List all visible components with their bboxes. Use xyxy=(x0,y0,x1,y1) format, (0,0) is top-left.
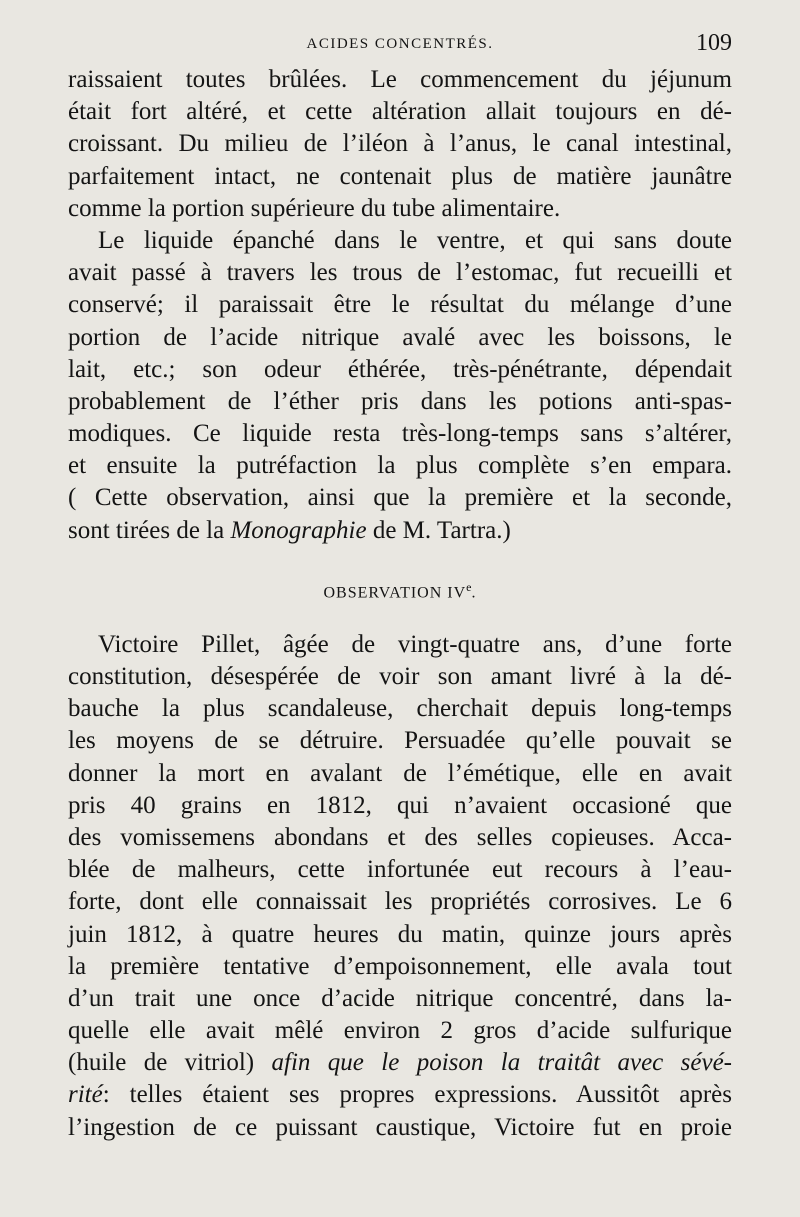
text-line: avait passé à travers les trous de l’estomac, fut recueilli et xyxy=(68,259,732,287)
text-line: les moyens de se détruire. Persuadée qu’elle pouvait se xyxy=(68,727,732,755)
text-line xyxy=(68,1079,732,1111)
heading-superscript: e xyxy=(466,579,472,594)
text-line: ( Cette observation, ainsi que la première et la seconde, xyxy=(68,484,732,512)
text-line: raissaient toutes brûlées. Le commencement du jéjunum xyxy=(68,66,732,93)
running-title: ACIDES CONCENTRÉS. xyxy=(306,36,494,52)
text-line: donner la mort en avalant de l’émétique, elle en avait xyxy=(68,759,732,787)
text-line xyxy=(68,515,732,547)
text-line: portion de l’acide nitrique avalé avec les boissons, le xyxy=(68,323,732,351)
text-line: lait, etc.; son odeur éthérée, très-pénétrante, dépendait xyxy=(68,355,732,383)
text-line: était fort altéré, et cette altération allait toujours en dé- xyxy=(68,98,732,126)
heading-text: OBSERVATION IV xyxy=(323,584,467,602)
text-line: et ensuite la putréfaction la plus complète s’en empara. xyxy=(68,452,732,480)
text-line: Victoire Pillet, âgée de vingt-quatre ans, d’une forte xyxy=(98,630,732,658)
citation-author: de M. Tartra.) xyxy=(366,516,511,544)
monograph-title: Monographie xyxy=(230,516,367,544)
page-header xyxy=(68,30,732,62)
text-segment: : telles étaient ses propres expressions. Aussitôt après xyxy=(102,1081,732,1109)
text-line: constitution, désespérée de voir son amant livré à la dé- xyxy=(68,663,732,690)
citation-text: sont tirées de la xyxy=(68,516,231,544)
text-segment: (huile de vitriol) xyxy=(68,1049,272,1077)
text-line xyxy=(68,1047,732,1079)
text-line: parfaitement intact, ne contenait plus de matière jaunâtre xyxy=(68,162,732,190)
text-line: l’ingestion de ce puissant caustique, Victoire fut en proie xyxy=(68,1113,732,1141)
text-line: Le liquide épanché dans le ventre, et qui sans doute xyxy=(98,226,732,254)
page-number: 109 xyxy=(696,30,732,56)
text-line: des vomissemens abondans et des selles copieuses. Acca- xyxy=(68,823,732,851)
text-line: quelle elle avait mêlé environ 2 gros d’acide sulfurique xyxy=(68,1017,732,1045)
text-line: modiques. Ce liquide resta très-long-temps sans s’altérer, xyxy=(68,420,732,448)
heading-period: . xyxy=(471,584,477,602)
text-line: comme la portion supérieure du tube alimentaire. xyxy=(68,194,561,222)
page-body xyxy=(68,64,732,1144)
observation-heading xyxy=(68,571,732,603)
text-line: d’un trait une once d’acide nitrique concentré, dans la- xyxy=(68,984,732,1012)
text-line: la première tentative d’empoisonnement, elle avala tout xyxy=(68,952,732,980)
text-line: bauche la plus scandaleuse, cherchait depuis long-temps xyxy=(68,695,732,723)
quoted-italic: rité xyxy=(68,1081,103,1109)
text-line: blée de malheurs, cette infortunée eut recours à l’eau- xyxy=(68,856,732,884)
text-line: probablement de l’éther pris dans les potions anti-spas- xyxy=(68,387,732,415)
text-line: pris 40 grains en 1812, qui n’avaient occasioné que xyxy=(68,791,732,819)
quoted-italic: afin que le poison la traitât avec sévé- xyxy=(271,1049,733,1077)
text-line: juin 1812, à quatre heures du matin, quinze jours après xyxy=(68,920,732,948)
text-line: croissant. Du milieu de l’iléon à l’anus, le canal intestinal, xyxy=(68,130,732,158)
text-line: forte, dont elle connaissait les propriétés corrosives. Le 6 xyxy=(68,888,732,916)
text-line: conservé; il paraissait être le résultat du mélange d’une xyxy=(68,291,732,319)
